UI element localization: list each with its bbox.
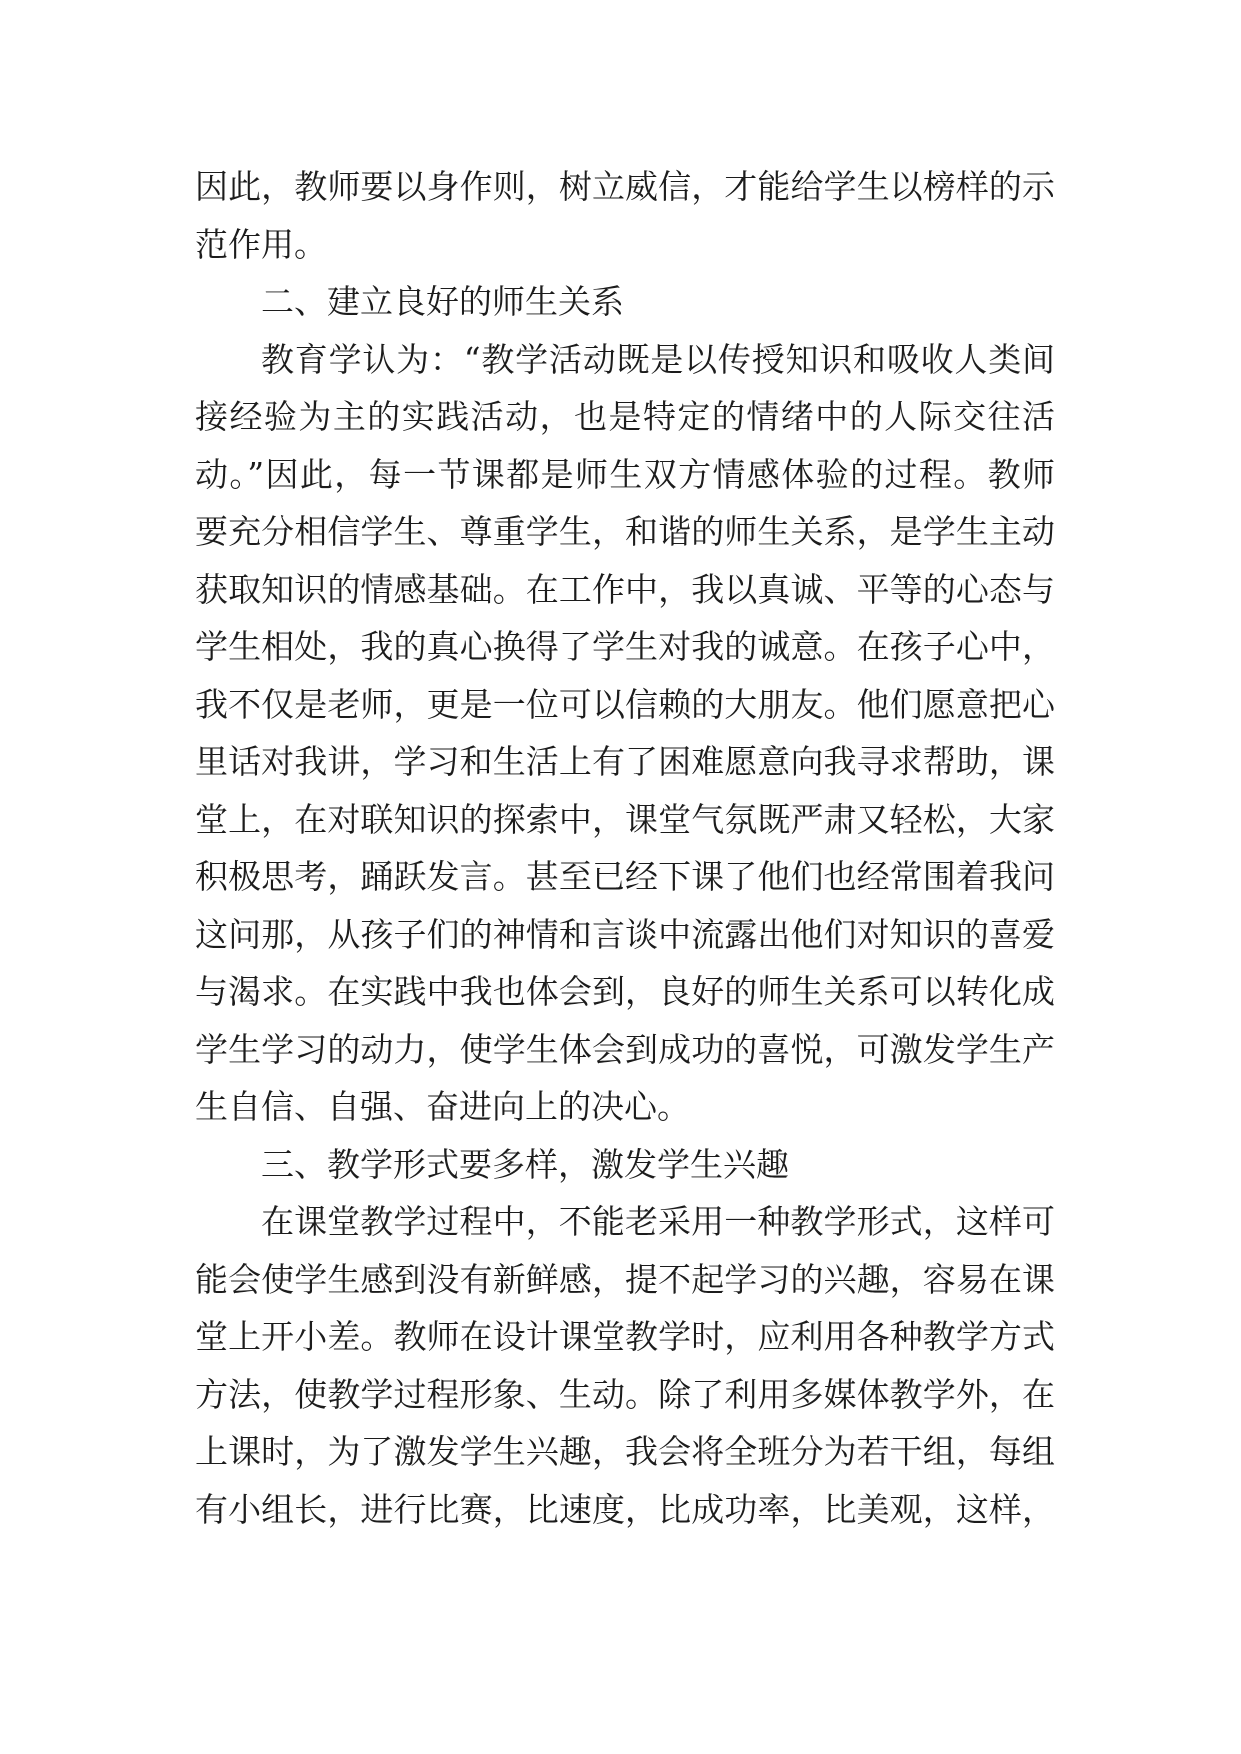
text-line: 接经验为主的实践活动，也是特定的情绪中的人际交往活: [195, 397, 1055, 436]
text-line: 上课时，为了激发学生兴趣，我会将全班分为若干组，每组: [195, 1432, 1055, 1471]
text-line: 学生相处，我的真心换得了学生对我的诚意。在孩子心中，: [195, 627, 1055, 666]
text-line: 积极思考，踊跃发言。甚至已经下课了他们也经常围着我问: [195, 857, 1055, 896]
text-line: 方法，使教学过程形象、生动。除了利用多媒体教学外，在: [195, 1374, 1055, 1414]
text-line: 里话对我讲，学习和生活上有了困难愿意向我寻求帮助，课: [195, 742, 1055, 781]
text-line: 能会使学生感到没有新鲜感，提不起学习的兴趣，容易在课: [195, 1259, 1055, 1299]
document-body: [195, 158, 1055, 1538]
text-line: 堂上开小差。教师在设计课堂教学时，应利用各种教学方式: [195, 1317, 1055, 1356]
text-line: 因此，教师要以身作则，树立威信，才能给学生以榜样的示: [195, 167, 1055, 206]
paragraph-first-line: 教育学认为：“教学活动既是以传授知识和吸收人类间: [261, 339, 1055, 379]
text-line: 有小组长，进行比赛，比速度，比成功率，比美观，这样，: [195, 1489, 1055, 1529]
text-line: 这问那，从孩子们的神情和言谈中流露出他们对知识的喜爱: [195, 914, 1055, 954]
text-line: 动。”因此，每一节课都是师生双方情感体验的过程。教师: [195, 454, 1055, 494]
text-line: 学生学习的动力，使学生体会到成功的喜悦，可激发学生产: [195, 1029, 1055, 1069]
text-line: 要充分相信学生、尊重学生，和谐的师生关系，是学生主动: [195, 512, 1055, 551]
text-line: 范作用。: [195, 224, 327, 264]
text-line: 获取知识的情感基础。在工作中，我以真诚、平等的心态与: [195, 569, 1055, 609]
text-line: 我不仅是老师，更是一位可以信赖的大朋友。他们愿意把心: [195, 684, 1055, 724]
paragraph-first-line: 在课堂教学过程中，不能老采用一种教学形式，这样可: [261, 1202, 1055, 1241]
text-line: 生自信、自强、奋进向上的决心。: [195, 1087, 690, 1126]
section-heading: 三、教学形式要多样，激发学生兴趣: [261, 1144, 789, 1184]
text-line: 堂上，在对联知识的探索中，课堂气氛既严肃又轻松，大家: [195, 799, 1055, 839]
section-heading: 二、建立良好的师生关系: [261, 282, 624, 321]
text-line: 与渴求。在实践中我也体会到，良好的师生关系可以转化成: [195, 972, 1055, 1011]
